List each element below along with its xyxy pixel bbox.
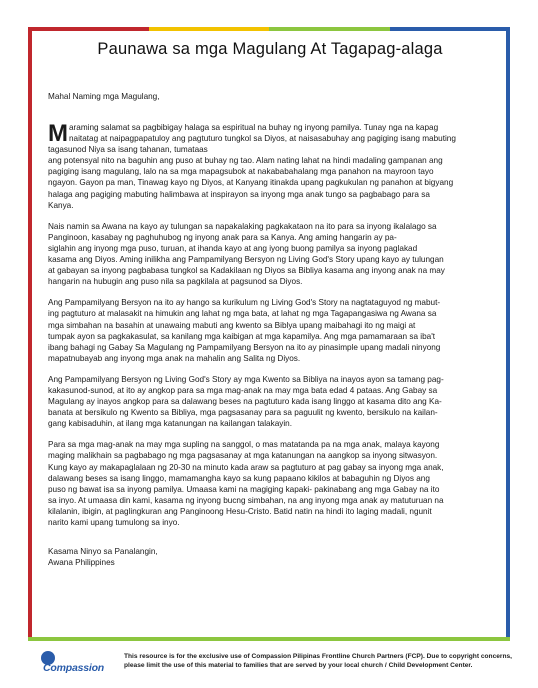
greeting: Mahal Naming mga Magulang, xyxy=(48,92,160,101)
line: at gabayan sa inyong pagbabasa tungkol sa Kadakilaan ng Diyos sa Bibliya kasama ang inyong anak na may xyxy=(48,266,445,276)
line: kilalanin, ibigin, at paglingkuran ang Panginoong Hesu-Cristo. Batid natin na hindi ito laging madali, ngunit xyxy=(48,506,432,516)
line: dalawang beses sa isang linggo, mamamangha kayo sa kung papaano kikilos at babaguhin ng Diyos ang xyxy=(48,473,430,483)
line: sa inyo. At umaasa din kami, kasama ng inyong bucng simbahan, na ang inyong mga anak ay matuturuan na xyxy=(48,495,444,505)
line: Nais namin sa Awana na kayo ay tulungan sa napakalaking pagkakataon na ito para sa inyong ikalalago sa xyxy=(48,221,437,231)
paragraph-1 xyxy=(48,122,492,211)
copyright-note: This resource is for the exclusive use of Compassion Pilipinas Frontline Church Partners (FCP). Due to copyright concerns, please limit the use of this material to families that are served by your local church / Child Development Center. xyxy=(124,653,513,669)
line: ing pagtuturo at malasakit na himukin ang lahat ng mga bata, at lahat ng mga Tagapangasiwa ng Awana sa xyxy=(48,309,437,319)
line: Para sa mga mag-anak na may mga supling na sanggol, o mas matatanda pa na mga anak, malaya kayong xyxy=(48,440,440,450)
line: banata at bersikulo ng Kwento sa Bibliya, mga pagsasanay para sa paguulit ng kwento, bersikulo na kailan- xyxy=(48,408,438,418)
closing-line: Kasama Ninyo sa Panalangin, xyxy=(48,547,158,557)
line: gang kabisaduhin, at ilang mga katanungan na kailangan talakayin. xyxy=(48,419,292,429)
line: mapatnubayab ang inyong mga anak na mahalin ang Salita ng Diyos. xyxy=(48,353,301,363)
line: Ang Pampamilyang Bersyon na ito ay hango sa kurikulum ng Living God's Story na nagtataguyod ng mabut- xyxy=(48,298,441,308)
bottom-border xyxy=(28,637,510,641)
line: araming salamat sa pagbibigay halaga sa espiritual na buhay ng inyong pamilya. Tunay nga na kapag xyxy=(69,123,439,132)
top-color-border xyxy=(28,27,510,31)
line: tagasunod Niya sa isang tahanan, tumataas xyxy=(48,145,208,155)
paragraph-2 xyxy=(48,221,492,288)
line: naitatag at naipagpapatuloy ang pagtuturo tungkol sa Diyos, at naisasabuhay ang pagiging isang mabuting xyxy=(69,134,456,144)
left-border xyxy=(28,27,32,641)
line: kasama ang Diyos. Aming inilikha ang Pampamilyang Bersyon ng Living God's Story upang kayo ay tulungan xyxy=(48,255,444,265)
line: mga simbahan na basahin at unawaing mabuti ang kwento sa Biblya upang maibahagi ito ng maigi at xyxy=(48,320,416,330)
paragraph-5 xyxy=(48,439,492,528)
page-title: Paunawa sa mga Magulang At Tagapag-alaga xyxy=(97,40,443,58)
right-border xyxy=(506,27,510,641)
line: ibang bahagi ng Gabay Sa Magulang ng Pampamilyang Bersyon na ito ay pinasimple upang madali ninyong xyxy=(48,342,441,352)
line: Kanya. xyxy=(48,200,74,210)
line: ngayon. Gayon pa man, Tinawag kayo ng Diyos, at Kanyang itinakda upang pagkukulan ng panahon at bigyang xyxy=(48,178,454,188)
line: Magulang ay inayos angkop para sa dalawang beses na pagtuturo kada isang linggo at kasama dito ang Ka- xyxy=(48,397,442,407)
line: ang potensyal nito na baguhin ang puso at buhay ng tao. Alam nating lahat na hindi madaling gampanan ang xyxy=(48,156,443,166)
line: Kung kayo ay makapaglalaan ng 20-30 na minuto kada araw sa pagtuturo at pag gabay sa inyong mga anak, xyxy=(48,462,444,472)
closing xyxy=(48,546,492,568)
letter-body xyxy=(48,40,492,568)
line: maging malikhain sa pagbabago ng mga pagsasanay at mga katanungan na aangkop sa inyong sitwasyon. xyxy=(48,451,438,461)
compassion-logo xyxy=(41,651,117,677)
line: hangarin na hubugin ang puso nila sa pagkilala at pagsunod sa Diyos. xyxy=(48,277,303,287)
line: Panginoon, kasabay ng paghuhubog ng inyong anak para sa Kanya. Ang aming hangarin ay pa- xyxy=(48,232,397,242)
line: halaga ang pagiging mabuting halimbawa at inspirayon sa inyong mga anak tungo sa pagbabago para sa xyxy=(48,189,430,199)
line: narito kami upang tumulong sa inyo. xyxy=(48,518,180,527)
line: siglahin ang inyong mga puso, turuan, at ihanda kayo at ang iyong buong pamilya sa inyong paglakad xyxy=(48,243,418,253)
line: Ang Pampamilyang Bersyon ng Living God's Story ay mga Kwento sa Bibliya na inayos ayon sa tamang pag- xyxy=(48,374,444,384)
signature: Awana Philippines xyxy=(48,558,115,568)
line: puso ng bawat isa sa inyong pamilya. Umaasa kami na magiging kapaki- pakinabang ang mga Gabay na ito xyxy=(48,484,440,494)
line: tumpak ayon sa pagkakasulat, sa kanilang mga kaibigan at mga kapamilya. Ang mga pamamaraan sa iba't xyxy=(48,331,436,341)
drop-cap: M xyxy=(48,120,68,147)
line: pagiging isang magulang, lalo na sa mga mapagsubok at nakababahalang mga panahon na mayroon tayo xyxy=(48,167,434,177)
paragraph-4 xyxy=(48,374,492,429)
line: kakasunod-sunod, at ito ay angkop para sa mga mag-anak na may mga bata edad 4 pataas. Ang Gabay sa xyxy=(48,385,438,395)
paragraph-3 xyxy=(48,297,492,364)
logo-text: Compassion xyxy=(43,662,105,674)
